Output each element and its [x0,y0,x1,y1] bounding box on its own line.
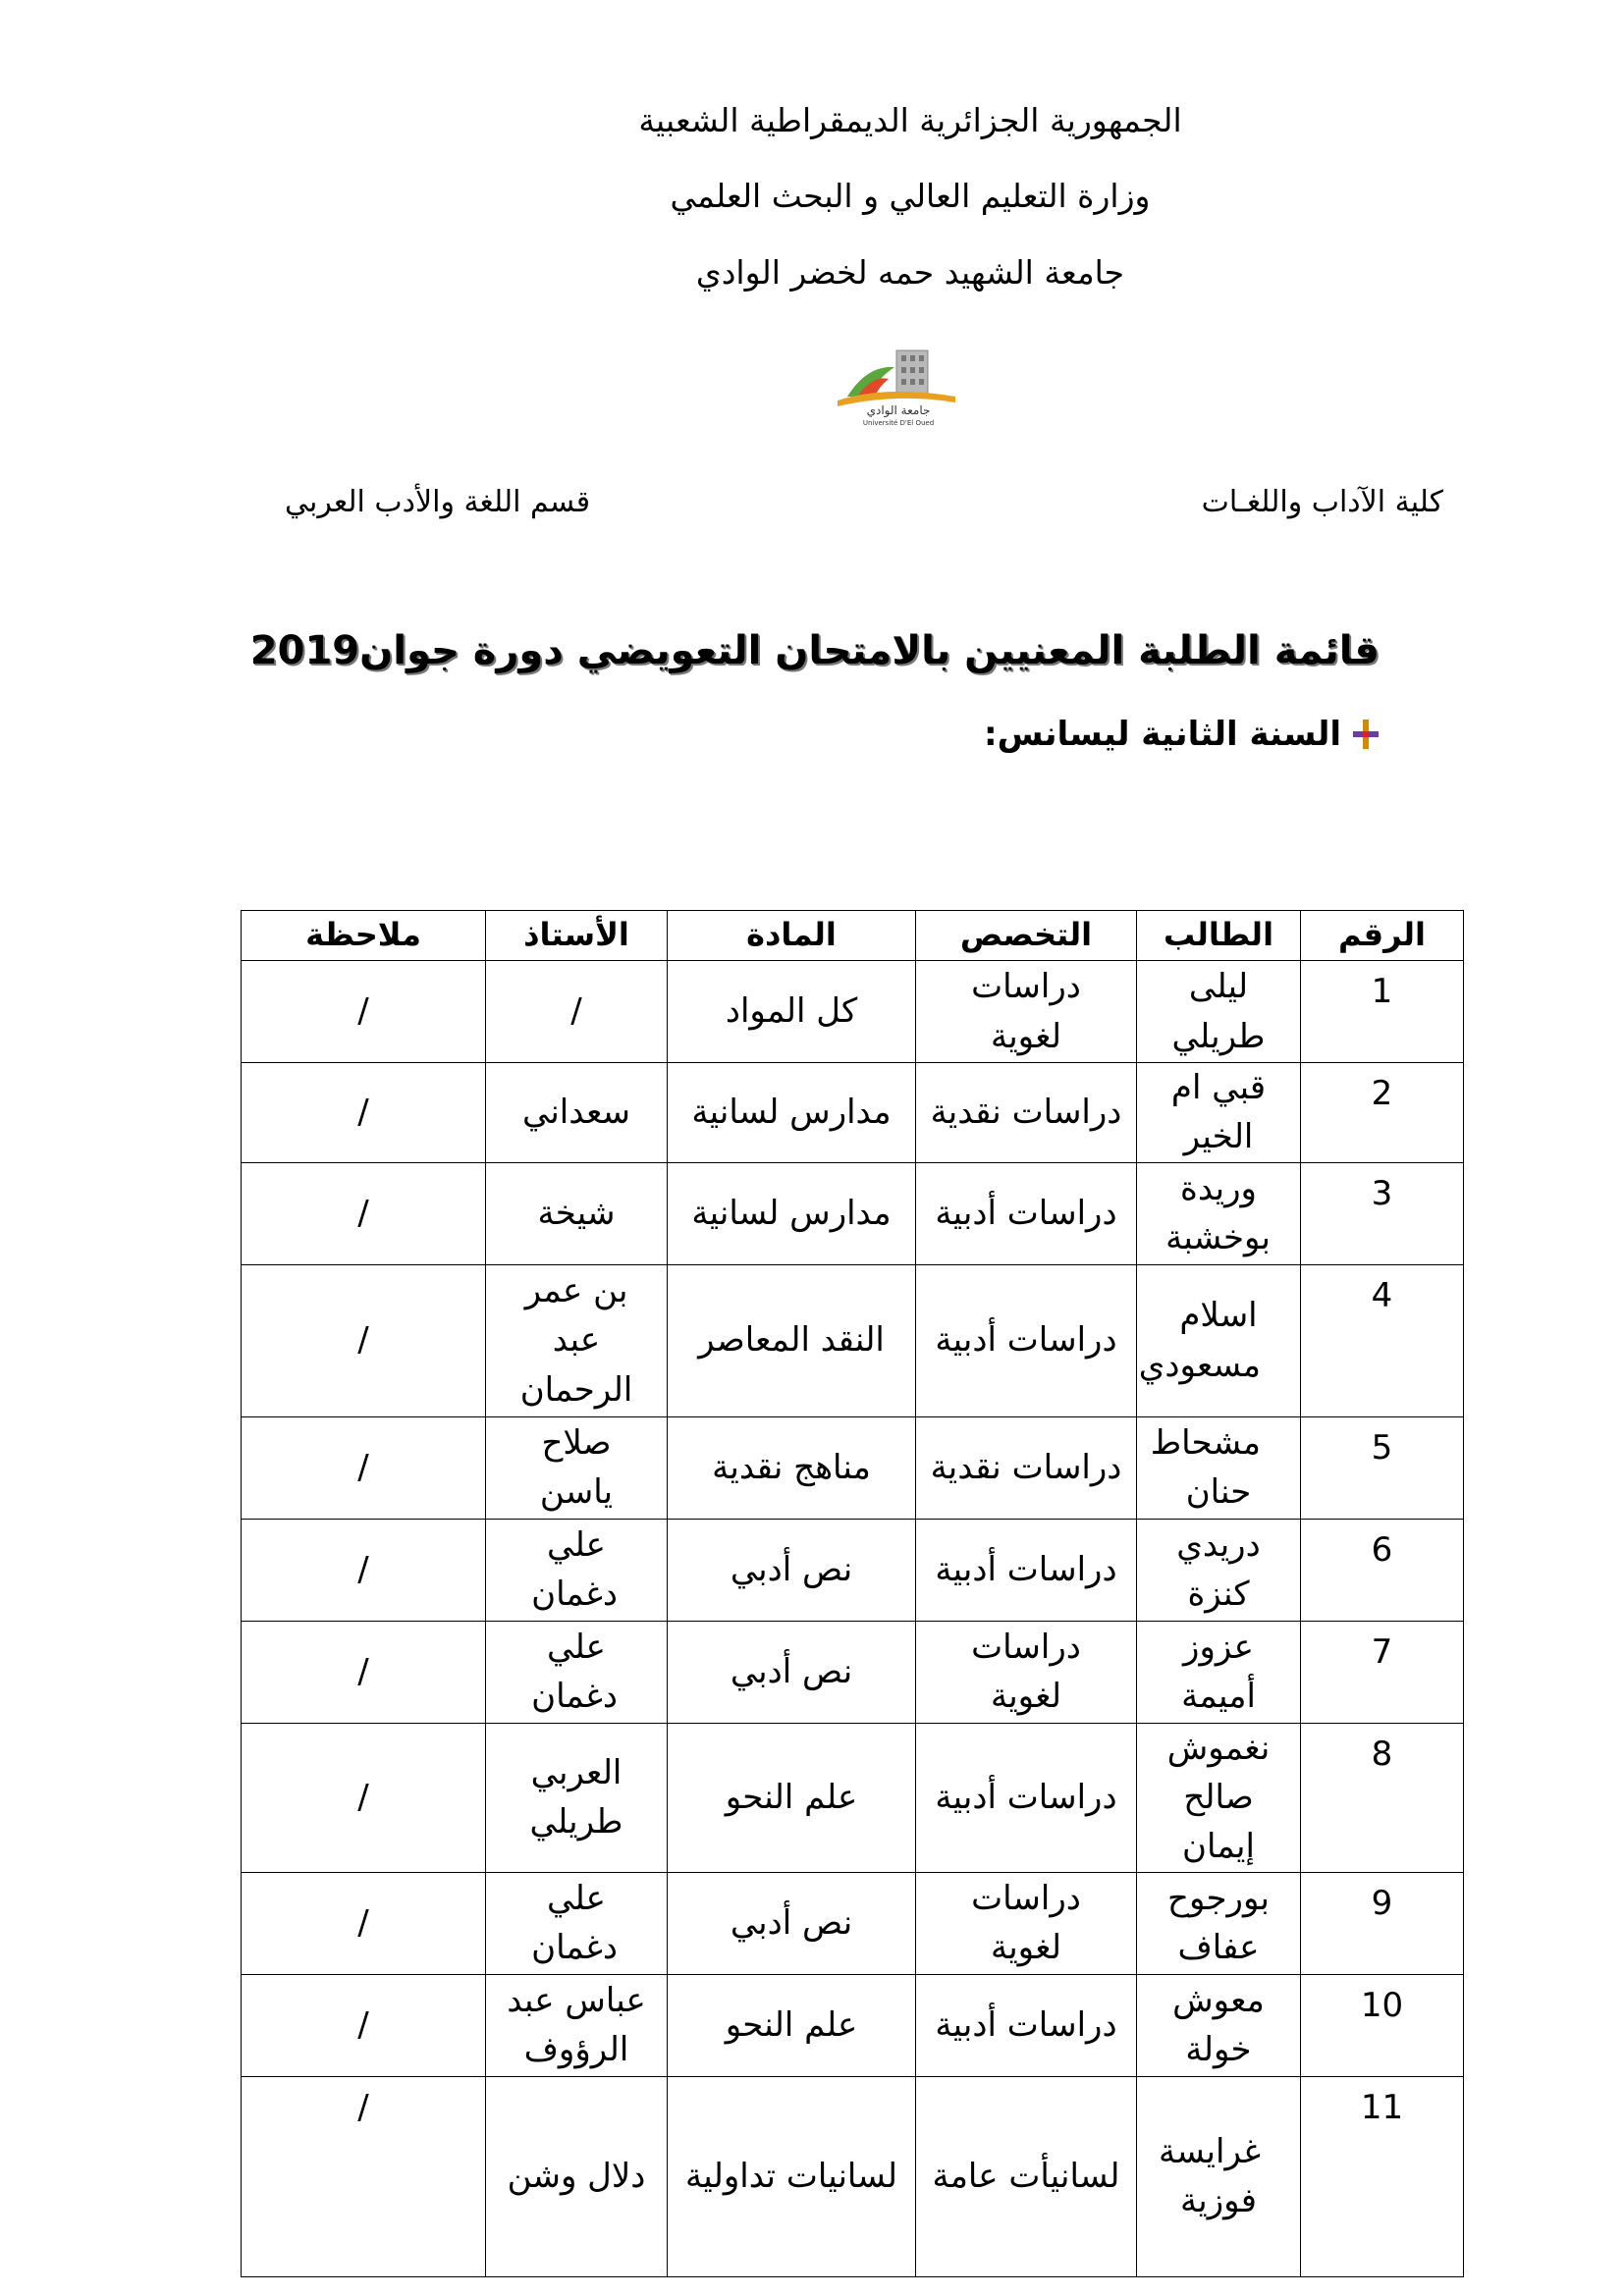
students-table [241,910,1464,2277]
cell-professor: بن عمر عبد الرحمان [486,1264,668,1416]
department-label: قسم اللغة والأدب العربي [285,485,591,519]
header-professor: الأستاذ [486,911,668,961]
cell-note: / [242,1723,486,1872]
cell-num: 1 [1301,961,1464,1063]
cell-note: / [242,1621,486,1723]
cell-student: بورجوح عفاف [1137,1872,1301,1974]
header-note: ملاحظة [242,911,486,961]
cell-num: 5 [1301,1416,1464,1519]
cell-note: / [242,1416,486,1519]
document-title: قائمة الطلبة المعنيين بالامتحان التعويضي دورة جوان2019 [249,628,1380,673]
header-specialty: التخصص [916,911,1137,961]
table-row [242,2076,1464,2276]
cell-student: مشحاط حنان [1137,1416,1301,1519]
faculty-label: كلية الآداب واللغـات [1201,485,1443,519]
cell-note: / [242,1872,486,1974]
cell-student: وريدة بوخشبة [1137,1162,1301,1264]
table-row [242,1872,1464,1974]
cell-specialty: دراسات نقدية [916,1063,1137,1163]
cell-subject: كل المواد [668,961,916,1063]
cell-subject: نص أدبي [668,1621,916,1723]
table-row [242,1416,1464,1519]
header-line-university: جامعة الشهيد حمه لخضر الوادي [695,253,1125,292]
cell-professor: / [486,961,668,1063]
cell-specialty: دراسات نقدية [916,1416,1137,1519]
cell-subject: نص أدبي [668,1519,916,1621]
cell-note: / [242,1162,486,1264]
cell-professor: دلال وشن [486,2076,668,2276]
cell-note: / [242,2076,486,2276]
cell-professor: علي دغمان [486,1621,668,1723]
cell-student: عزوز أميمة [1137,1621,1301,1723]
cell-student: قبي ام الخير [1137,1063,1301,1163]
cell-specialty: دراسات أدبية [916,1162,1137,1264]
table-row [242,1519,1464,1621]
cell-subject: مناهج نقدية [668,1416,916,1519]
cell-specialty: دراسات أدبية [916,1723,1137,1872]
table-row [242,1621,1464,1723]
cell-professor: صلاح ياسن [486,1416,668,1519]
cell-subject: مدارس لسانية [668,1162,916,1264]
cell-note: / [242,1519,486,1621]
cell-student: دريدي كنزة [1137,1519,1301,1621]
table-row [242,1264,1464,1416]
svg-text:جامعة الوادي: جامعة الوادي [866,403,931,417]
cell-subject: نص أدبي [668,1872,916,1974]
table-row [242,1974,1464,2076]
cell-specialty: دراسات لغوية [916,961,1137,1063]
cell-num: 4 [1301,1264,1464,1416]
cell-student: معوش خولة [1137,1974,1301,2076]
cell-student: نغموش صالح إيمان [1137,1723,1301,1872]
header-num: الرقم [1301,911,1464,961]
cell-subject: لسانيات تداولية [668,2076,916,2276]
table-row [242,1063,1464,1163]
header-student: الطالب [1137,911,1301,961]
cell-num: 7 [1301,1621,1464,1723]
cell-num: 3 [1301,1162,1464,1264]
cell-professor: سعداني [486,1063,668,1163]
table-row [242,1162,1464,1264]
cell-num: 10 [1301,1974,1464,2076]
header-subject: المادة [668,911,916,961]
cell-num: 11 [1301,2076,1464,2276]
cell-note: / [242,1063,486,1163]
cell-specialty: دراسات لغوية [916,1621,1137,1723]
cell-student: غرايسة فوزية [1137,2076,1301,2276]
table-row [242,961,1464,1063]
header-line-republic: الجمهورية الجزائرية الديمقراطية الشعبية [638,101,1182,139]
table-row [242,1723,1464,1872]
cell-specialty: دراسات لغوية [916,1872,1137,1974]
section-heading [984,715,1380,754]
cell-subject: النقد المعاصر [668,1264,916,1416]
bullet-icon [1351,718,1380,751]
cell-student: اسلام مسعودي [1137,1264,1301,1416]
cell-specialty: دراسات أدبية [916,1519,1137,1621]
cell-num: 6 [1301,1519,1464,1621]
header-line-ministry: وزارة التعليم العالي و البحث العلمي [670,177,1151,215]
cell-specialty: دراسات أدبية [916,1974,1137,2076]
section-heading-text: السنة الثانية ليسانس: [984,715,1341,754]
cell-professor: علي دغمان [486,1872,668,1974]
cell-note: / [242,1264,486,1416]
svg-text:Université D'El Oued: Université D'El Oued [862,419,935,427]
cell-subject: مدارس لسانية [668,1063,916,1163]
cell-subject: علم النحو [668,1723,916,1872]
cell-student: ليلى طريلي [1137,961,1301,1063]
cell-specialty: دراسات أدبية [916,1264,1137,1416]
cell-professor: العربي طريلي [486,1723,668,1872]
cell-num: 2 [1301,1063,1464,1163]
university-logo-icon [828,346,965,428]
cell-note: / [242,961,486,1063]
cell-professor: علي دغمان [486,1519,668,1621]
cell-subject: علم النحو [668,1974,916,2076]
cell-professor: عباس عبد الرؤوف [486,1974,668,2076]
cell-num: 9 [1301,1872,1464,1974]
cell-professor: شيخة [486,1162,668,1264]
cell-num: 8 [1301,1723,1464,1872]
table-header-row [242,911,1464,961]
cell-specialty: لسانيأت عامة [916,2076,1137,2276]
cell-note: / [242,1974,486,2076]
